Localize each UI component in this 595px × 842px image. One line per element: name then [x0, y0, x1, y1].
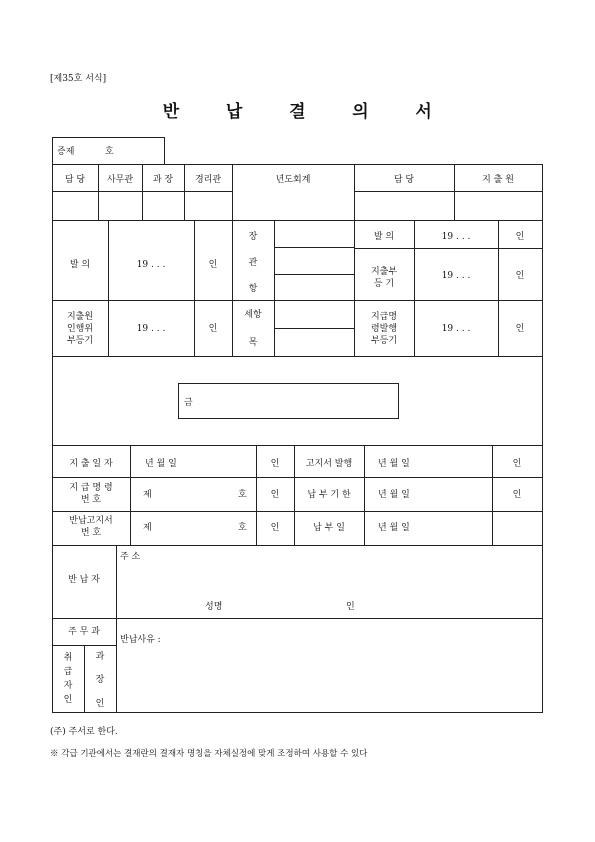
payer-label: 반 납 자 — [68, 575, 100, 585]
approval-right-officer-label: 담 당 — [393, 175, 415, 185]
handler-seal-label: 취 급 자 인 — [63, 653, 73, 705]
chief-seal-label: 과 장 인 — [95, 652, 105, 709]
resolution-date: 19 . . . — [136, 260, 166, 270]
expense-ledger-seal: 인 — [515, 271, 525, 281]
return-notice-number-seal: 인 — [270, 523, 280, 533]
note-approval-adjust: ※ 각급 기관에서는 결재란의 결재자 명칭을 자체실정에 맞게 조정하여 사용할 수 있다 — [50, 749, 368, 759]
disbursing-ledger-seal: 인 — [208, 324, 218, 334]
payment-day-label: 납 부 일 — [313, 523, 345, 533]
disbursing-ledger-label: 지출원 인행위 부등기 — [66, 312, 94, 347]
return-reason-label: 반납사유 : — [120, 635, 161, 645]
payment-date-seal: 인 — [270, 459, 280, 469]
payment-order-number-seal: 인 — [270, 490, 280, 500]
payment-order-ledger-label: 지급명 령발행 부등기 — [370, 312, 398, 347]
approval-disbursing-label: 지 출 원 — [482, 175, 514, 185]
notice-issue-seal: 인 — [512, 459, 522, 469]
expense-ledger-label: 지출부 등 기 — [370, 267, 398, 290]
payment-order-ledger-date: 19 . . . — [441, 324, 471, 334]
issue-date: 19 . . . — [441, 232, 471, 242]
payment-order-number-suffix: 호 — [238, 490, 247, 500]
form-title: 반 납 결 의 서 — [162, 102, 453, 122]
due-date-label: 납 부 기 한 — [307, 490, 351, 500]
fiscal-year-label: 년도회계 — [275, 175, 311, 185]
payer-address-label: 주 소 — [120, 552, 141, 562]
due-date-value: 년 월 일 — [378, 490, 410, 500]
budget-chapter-label: 장 — [248, 232, 258, 242]
resolution-label: 발 의 — [69, 260, 91, 270]
notice-issue-label: 고지서 발행 — [305, 459, 353, 469]
return-notice-number-label: 반납고지서 번 호 — [69, 516, 113, 538]
payment-day-value: 년 월 일 — [378, 523, 410, 533]
budget-section-label: 관 — [248, 258, 258, 268]
issue-seal: 인 — [515, 232, 525, 242]
budget-detail-label: 목 — [248, 338, 258, 348]
expense-ledger-date: 19 . . . — [441, 271, 471, 281]
budget-item-label: 항 — [248, 284, 258, 294]
payer-seal: 인 — [346, 602, 355, 612]
department-label: 주 무 과 — [68, 627, 100, 637]
payer-name-label: 성명 — [205, 602, 223, 612]
voucher-number-prefix: 증제 — [57, 147, 75, 157]
payment-order-number-label: 지 급 명 령 번 호 — [69, 483, 113, 505]
approval-accountant-label: 경리관 — [194, 175, 222, 185]
approval-officer-label: 담 당 — [64, 175, 86, 185]
form-code: [제35호 서식] — [50, 74, 107, 84]
note-red-ink: (주) 주서로 한다. — [50, 727, 118, 737]
disbursing-ledger-date: 19 . . . — [136, 324, 166, 334]
return-notice-number-prefix: 제 — [143, 523, 152, 533]
notice-issue-value: 년 월 일 — [378, 459, 410, 469]
payment-order-ledger-seal: 인 — [515, 324, 525, 334]
return-notice-number-suffix: 호 — [238, 523, 247, 533]
payment-order-number-prefix: 제 — [143, 490, 152, 500]
payment-date-label: 지 출 일 자 — [69, 459, 113, 469]
budget-subitem-label: 세항 — [244, 310, 262, 320]
due-date-seal: 인 — [512, 490, 522, 500]
payment-date-value: 년 월 일 — [145, 459, 177, 469]
resolution-seal: 인 — [208, 260, 218, 270]
approval-clerk-label: 사무관 — [106, 175, 134, 185]
amount-label: 금 — [184, 398, 193, 408]
issue-label: 발 의 — [373, 232, 395, 242]
voucher-number-suffix: 호 — [105, 147, 114, 157]
approval-chief-label: 과 장 — [152, 175, 174, 185]
